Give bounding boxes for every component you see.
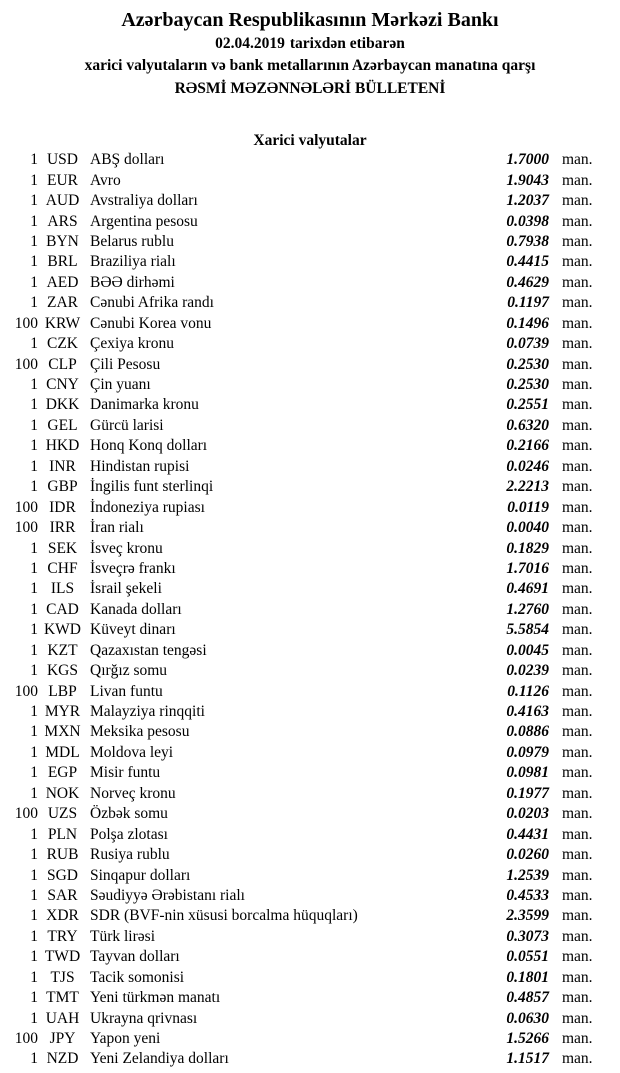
- rate-value: 0.0203: [506, 805, 549, 823]
- rate-value: 1.2760: [506, 600, 549, 618]
- rate-value: 0.6320: [506, 416, 549, 434]
- quantity: 1: [30, 416, 38, 434]
- rate-value: 1.2037: [506, 192, 549, 210]
- quantity: 1: [30, 396, 38, 414]
- quantity: 1: [30, 764, 38, 782]
- currency-code: CHF: [47, 559, 78, 577]
- effective-date: 02.04.2019: [215, 35, 285, 52]
- currency-code: USD: [46, 151, 78, 169]
- currency-name: Gürcü larisi: [90, 416, 164, 434]
- currency-code: CZK: [47, 335, 78, 353]
- currency-name: Rusiya rublu: [90, 846, 170, 864]
- unit-label: man.: [562, 723, 593, 741]
- table-row: [0, 1049, 620, 1069]
- quantity: 1: [30, 539, 38, 557]
- quantity: 1: [30, 192, 38, 210]
- currency-name: Qırğız somu: [90, 662, 168, 680]
- rate-value: 1.1517: [506, 1050, 549, 1068]
- rate-value: 2.2213: [506, 478, 549, 496]
- unit-label: man.: [562, 1030, 593, 1048]
- quantity: 1: [30, 662, 38, 680]
- rate-value: 0.0119: [507, 498, 549, 516]
- currency-code: DKK: [45, 396, 80, 414]
- quantity: 1: [30, 886, 38, 904]
- bulletin-title: RƏSMİ MƏZƏNNƏLƏRİ BÜLLETENİ: [174, 79, 446, 97]
- quantity: 1: [30, 212, 38, 230]
- bulletin-subtitle: xarici valyutaların və bank metallarının Azərbaycan manatına qarşı: [84, 57, 536, 75]
- rate-value: 1.9043: [506, 171, 549, 189]
- rate-value: 0.7938: [506, 232, 549, 250]
- rate-value: 0.4857: [506, 989, 549, 1007]
- currency-code: KZT: [47, 641, 78, 659]
- unit-label: man.: [562, 621, 593, 639]
- currency-code: AED: [46, 273, 79, 291]
- currency-name: Qazaxıstan tengəsi: [90, 641, 207, 659]
- currency-code: TJS: [50, 968, 75, 986]
- table-row: [0, 722, 620, 742]
- table-row: [0, 620, 620, 640]
- quantity: 1: [30, 621, 38, 639]
- unit-label: man.: [562, 764, 593, 782]
- rate-value: 1.2539: [506, 866, 549, 884]
- currency-code: IRR: [49, 519, 76, 537]
- currency-code: KRW: [44, 314, 81, 332]
- table-row: [0, 600, 620, 620]
- currency-code: PLN: [47, 825, 78, 843]
- currency-code: UZS: [47, 805, 78, 823]
- currency-code: SGD: [46, 866, 78, 884]
- rate-value: 0.4629: [506, 273, 549, 291]
- rate-value: 0.0246: [506, 457, 549, 475]
- currency-code: SAR: [47, 886, 78, 904]
- unit-label: man.: [562, 273, 593, 291]
- currency-code: NZD: [46, 1050, 79, 1068]
- unit-label: man.: [562, 1009, 593, 1027]
- unit-label: man.: [562, 151, 593, 169]
- quantity: 1: [30, 825, 38, 843]
- currency-code: ILS: [50, 580, 75, 598]
- currency-code: MYR: [44, 703, 81, 721]
- table-row: [0, 416, 620, 436]
- rates-table: [0, 150, 620, 1070]
- table-row: [0, 436, 620, 456]
- currency-name: Cənubi Korea vonu: [90, 314, 212, 332]
- table-row: [0, 702, 620, 722]
- unit-label: man.: [562, 682, 593, 700]
- rate-value: 1.7000: [506, 151, 549, 169]
- unit-label: man.: [562, 376, 593, 394]
- unit-label: man.: [562, 232, 593, 250]
- currency-name: Kanada dolları: [90, 600, 182, 618]
- currency-code: TMT: [46, 989, 79, 1007]
- table-row: [0, 314, 620, 334]
- rate-value: 2.3599: [506, 907, 549, 925]
- currency-code: NOK: [45, 784, 80, 802]
- table-row: [0, 375, 620, 395]
- quantity: 100: [14, 519, 38, 537]
- table-row: [0, 845, 620, 865]
- quantity: 1: [30, 927, 38, 945]
- rate-value: 0.0739: [506, 335, 549, 353]
- table-row: [0, 743, 620, 763]
- table-row: [0, 641, 620, 661]
- currency-name: Sinqapur dolları: [90, 866, 191, 884]
- unit-label: man.: [562, 559, 593, 577]
- unit-label: man.: [562, 600, 593, 618]
- quantity: 1: [30, 253, 38, 271]
- currency-name: Yapon yeni: [90, 1030, 161, 1048]
- currency-name: Livan funtu: [90, 682, 163, 700]
- unit-label: man.: [562, 805, 593, 823]
- currency-code: UAH: [45, 1009, 80, 1027]
- table-row: [0, 682, 620, 702]
- currency-name: Özbək somu: [90, 805, 168, 823]
- currency-code: CAD: [46, 600, 79, 618]
- unit-label: man.: [562, 948, 593, 966]
- currency-name: Yeni Zelandiya dolları: [90, 1050, 229, 1068]
- quantity: 100: [14, 355, 38, 373]
- unit-label: man.: [562, 907, 593, 925]
- table-row: [0, 988, 620, 1008]
- bulletin-header: [0, 7, 620, 100]
- table-row: [0, 539, 620, 559]
- table-row: [0, 968, 620, 988]
- currency-name: Malayziya rinqqiti: [90, 703, 205, 721]
- unit-label: man.: [562, 294, 593, 312]
- currency-code: CLP: [48, 355, 77, 373]
- currency-code: MXN: [44, 723, 81, 741]
- quantity: 1: [30, 171, 38, 189]
- currency-name: İndoneziya rupiası: [90, 498, 205, 516]
- currency-name: Meksika pesosu: [90, 723, 190, 741]
- currency-name: Belarus rublu: [90, 232, 174, 250]
- unit-label: man.: [562, 662, 593, 680]
- currency-code: BRL: [47, 253, 78, 271]
- quantity: 100: [14, 1030, 38, 1048]
- unit-label: man.: [562, 580, 593, 598]
- unit-label: man.: [562, 192, 593, 210]
- table-row: [0, 927, 620, 947]
- table-row: [0, 886, 620, 906]
- currency-code: KWD: [43, 621, 82, 639]
- table-row: [0, 191, 620, 211]
- quantity: 1: [30, 335, 38, 353]
- unit-label: man.: [562, 437, 593, 455]
- table-row: [0, 150, 620, 170]
- currency-code: IDR: [49, 498, 76, 516]
- quantity: 1: [30, 907, 38, 925]
- quantity: 100: [14, 498, 38, 516]
- unit-label: man.: [562, 968, 593, 986]
- quantity: 1: [30, 294, 38, 312]
- rate-value: 0.4533: [506, 886, 549, 904]
- quantity: 100: [14, 805, 38, 823]
- currency-name: Yeni türkmən manatı: [90, 989, 221, 1007]
- rate-value: 0.1829: [506, 539, 549, 557]
- table-row: [0, 355, 620, 375]
- currency-code: AUD: [45, 192, 80, 210]
- bank-title: Azərbaycan Respublikasının Mərkəzi Bankı: [121, 9, 499, 31]
- quantity: 1: [30, 743, 38, 761]
- quantity: 1: [30, 866, 38, 884]
- currency-code: LBP: [48, 682, 77, 700]
- currency-name: Cənubi Afrika randı: [90, 294, 214, 312]
- currency-name: Türk lirəsi: [90, 927, 155, 945]
- rate-value: 0.0398: [506, 212, 549, 230]
- table-row: [0, 212, 620, 232]
- unit-label: man.: [562, 171, 593, 189]
- currency-name: İsveçrə frankı: [90, 559, 176, 577]
- unit-label: man.: [562, 743, 593, 761]
- quantity: 1: [30, 437, 38, 455]
- currency-code: INR: [49, 457, 76, 475]
- currency-name: Argentina pesosu: [90, 212, 198, 230]
- table-row: [0, 559, 620, 579]
- rate-value: 0.1977: [506, 784, 549, 802]
- currency-code: GBP: [47, 478, 78, 496]
- rate-value: 0.4163: [506, 703, 549, 721]
- currency-code: RUB: [46, 846, 79, 864]
- quantity: 1: [30, 968, 38, 986]
- currency-code: GEL: [47, 416, 78, 434]
- unit-label: man.: [562, 846, 593, 864]
- currency-name: İsveç kronu: [90, 539, 163, 557]
- unit-label: man.: [562, 825, 593, 843]
- table-row: [0, 477, 620, 497]
- quantity: 1: [30, 151, 38, 169]
- currency-name: Küveyt dinarı: [90, 621, 176, 639]
- currency-code: ZAR: [47, 294, 78, 312]
- currency-code: EGP: [47, 764, 78, 782]
- unit-label: man.: [562, 478, 593, 496]
- quantity: 1: [30, 1050, 38, 1068]
- quantity: 100: [14, 314, 38, 332]
- currency-name: Avstraliya dolları: [90, 192, 198, 210]
- table-row: [0, 232, 620, 252]
- quantity: 1: [30, 723, 38, 741]
- rate-value: 0.1197: [507, 294, 549, 312]
- rate-value: 0.0551: [506, 948, 549, 966]
- unit-label: man.: [562, 1050, 593, 1068]
- currency-code: ARS: [47, 212, 78, 230]
- table-row: [0, 334, 620, 354]
- table-row: [0, 661, 620, 681]
- quantity: 1: [30, 559, 38, 577]
- table-row: [0, 293, 620, 313]
- currency-code: CNY: [46, 376, 79, 394]
- currency-code: JPY: [49, 1030, 76, 1048]
- currency-name: Danimarka kronu: [90, 396, 199, 414]
- rate-value: 1.5266: [506, 1030, 549, 1048]
- effective-date-suffix: tarixdən etibarən: [289, 35, 405, 52]
- rate-value: 0.2530: [506, 355, 549, 373]
- unit-label: man.: [562, 784, 593, 802]
- rate-value: 1.7016: [506, 559, 549, 577]
- unit-label: man.: [562, 641, 593, 659]
- unit-label: man.: [562, 519, 593, 537]
- unit-label: man.: [562, 253, 593, 271]
- unit-label: man.: [562, 498, 593, 516]
- currency-code: MDL: [45, 743, 80, 761]
- currency-code: TRY: [47, 927, 78, 945]
- rate-value: 0.0979: [506, 743, 549, 761]
- table-row: [0, 804, 620, 824]
- unit-label: man.: [562, 866, 593, 884]
- quantity: 1: [30, 457, 38, 475]
- currency-name: ABŞ dolları: [90, 151, 165, 169]
- rate-value: 0.4691: [506, 580, 549, 598]
- unit-label: man.: [562, 314, 593, 332]
- table-row: [0, 763, 620, 783]
- currency-name: Çin yuanı: [90, 376, 151, 394]
- quantity: 1: [30, 376, 38, 394]
- currency-name: İsrail şekeli: [90, 580, 162, 598]
- rate-value: 0.1126: [507, 682, 549, 700]
- table-row: [0, 579, 620, 599]
- unit-label: man.: [562, 416, 593, 434]
- unit-label: man.: [562, 989, 593, 1007]
- currency-name: BƏƏ dirhəmi: [90, 273, 175, 291]
- currency-name: Moldova leyi: [90, 743, 174, 761]
- quantity: 1: [30, 846, 38, 864]
- unit-label: man.: [562, 703, 593, 721]
- table-row: [0, 1029, 620, 1049]
- rate-value: 0.4415: [506, 253, 549, 271]
- rate-value: 5.5854: [506, 621, 549, 639]
- currency-name: Misir funtu: [90, 764, 161, 782]
- unit-label: man.: [562, 396, 593, 414]
- quantity: 1: [30, 641, 38, 659]
- unit-label: man.: [562, 539, 593, 557]
- table-row: [0, 457, 620, 477]
- rate-value: 0.0239: [506, 662, 549, 680]
- currency-name: Tayvan dolları: [90, 948, 180, 966]
- currency-code: HKD: [45, 437, 80, 455]
- unit-label: man.: [562, 335, 593, 353]
- currency-name: Norveç kronu: [90, 784, 176, 802]
- quantity: 1: [30, 273, 38, 291]
- table-row: [0, 825, 620, 845]
- rate-value: 0.3073: [506, 927, 549, 945]
- table-row: [0, 1009, 620, 1029]
- currency-code: KGS: [46, 662, 78, 680]
- currency-name: İran rialı: [90, 519, 144, 537]
- currency-name: Braziliya rialı: [90, 253, 176, 271]
- effective-date-line: [0, 33, 620, 55]
- table-row: [0, 252, 620, 272]
- rate-value: 0.1801: [506, 968, 549, 986]
- currency-code: TWD: [44, 948, 81, 966]
- currency-name: Tacik somonisi: [90, 968, 185, 986]
- currency-name: İngilis funt sterlinqi: [90, 478, 214, 496]
- currency-code: SEK: [47, 539, 78, 557]
- rate-value: 0.1496: [506, 314, 549, 332]
- currency-name: SDR (BVF-nin xüsusi borcalma hüquqları): [90, 907, 358, 925]
- unit-label: man.: [562, 212, 593, 230]
- quantity: 1: [30, 948, 38, 966]
- table-row: [0, 784, 620, 804]
- currency-name: Avro: [90, 171, 121, 189]
- currency-code: BYN: [46, 232, 79, 250]
- table-row: [0, 273, 620, 293]
- rate-value: 0.2166: [506, 437, 549, 455]
- quantity: 1: [30, 1009, 38, 1027]
- section-title-foreign-currencies: Xarici valyutalar: [253, 132, 367, 150]
- quantity: 1: [30, 989, 38, 1007]
- quantity: 1: [30, 703, 38, 721]
- unit-label: man.: [562, 886, 593, 904]
- currency-code: EUR: [47, 171, 78, 189]
- rate-value: 0.2530: [506, 376, 549, 394]
- rate-value: 0.0981: [506, 764, 549, 782]
- currency-name: Çili Pesosu: [90, 355, 161, 373]
- rate-value: 0.0045: [506, 641, 549, 659]
- currency-name: Səudiyyə Ərəbistanı rialı: [90, 886, 245, 904]
- table-row: [0, 518, 620, 538]
- currency-name: Çexiya kronu: [90, 335, 174, 353]
- quantity: 1: [30, 580, 38, 598]
- rate-value: 0.0040: [506, 519, 549, 537]
- quantity: 1: [30, 600, 38, 618]
- table-row: [0, 866, 620, 886]
- rate-value: 0.0630: [506, 1009, 549, 1027]
- rate-value: 0.2551: [506, 396, 549, 414]
- rate-value: 0.4431: [506, 825, 549, 843]
- unit-label: man.: [562, 927, 593, 945]
- table-row: [0, 906, 620, 926]
- quantity: 100: [14, 682, 38, 700]
- quantity: 1: [30, 232, 38, 250]
- quantity: 1: [30, 784, 38, 802]
- table-row: [0, 171, 620, 191]
- rate-value: 0.0260: [506, 846, 549, 864]
- currency-name: Honq Konq dolları: [90, 437, 208, 455]
- currency-code: XDR: [46, 907, 79, 925]
- unit-label: man.: [562, 355, 593, 373]
- quantity: 1: [30, 478, 38, 496]
- currency-name: Ukrayna qrivnası: [90, 1009, 198, 1027]
- rate-value: 0.0886: [506, 723, 549, 741]
- currency-name: Polşa zlotası: [90, 825, 168, 843]
- table-row: [0, 395, 620, 415]
- unit-label: man.: [562, 457, 593, 475]
- currency-name: Hindistan rupisi: [90, 457, 190, 475]
- table-row: [0, 947, 620, 967]
- table-row: [0, 498, 620, 518]
